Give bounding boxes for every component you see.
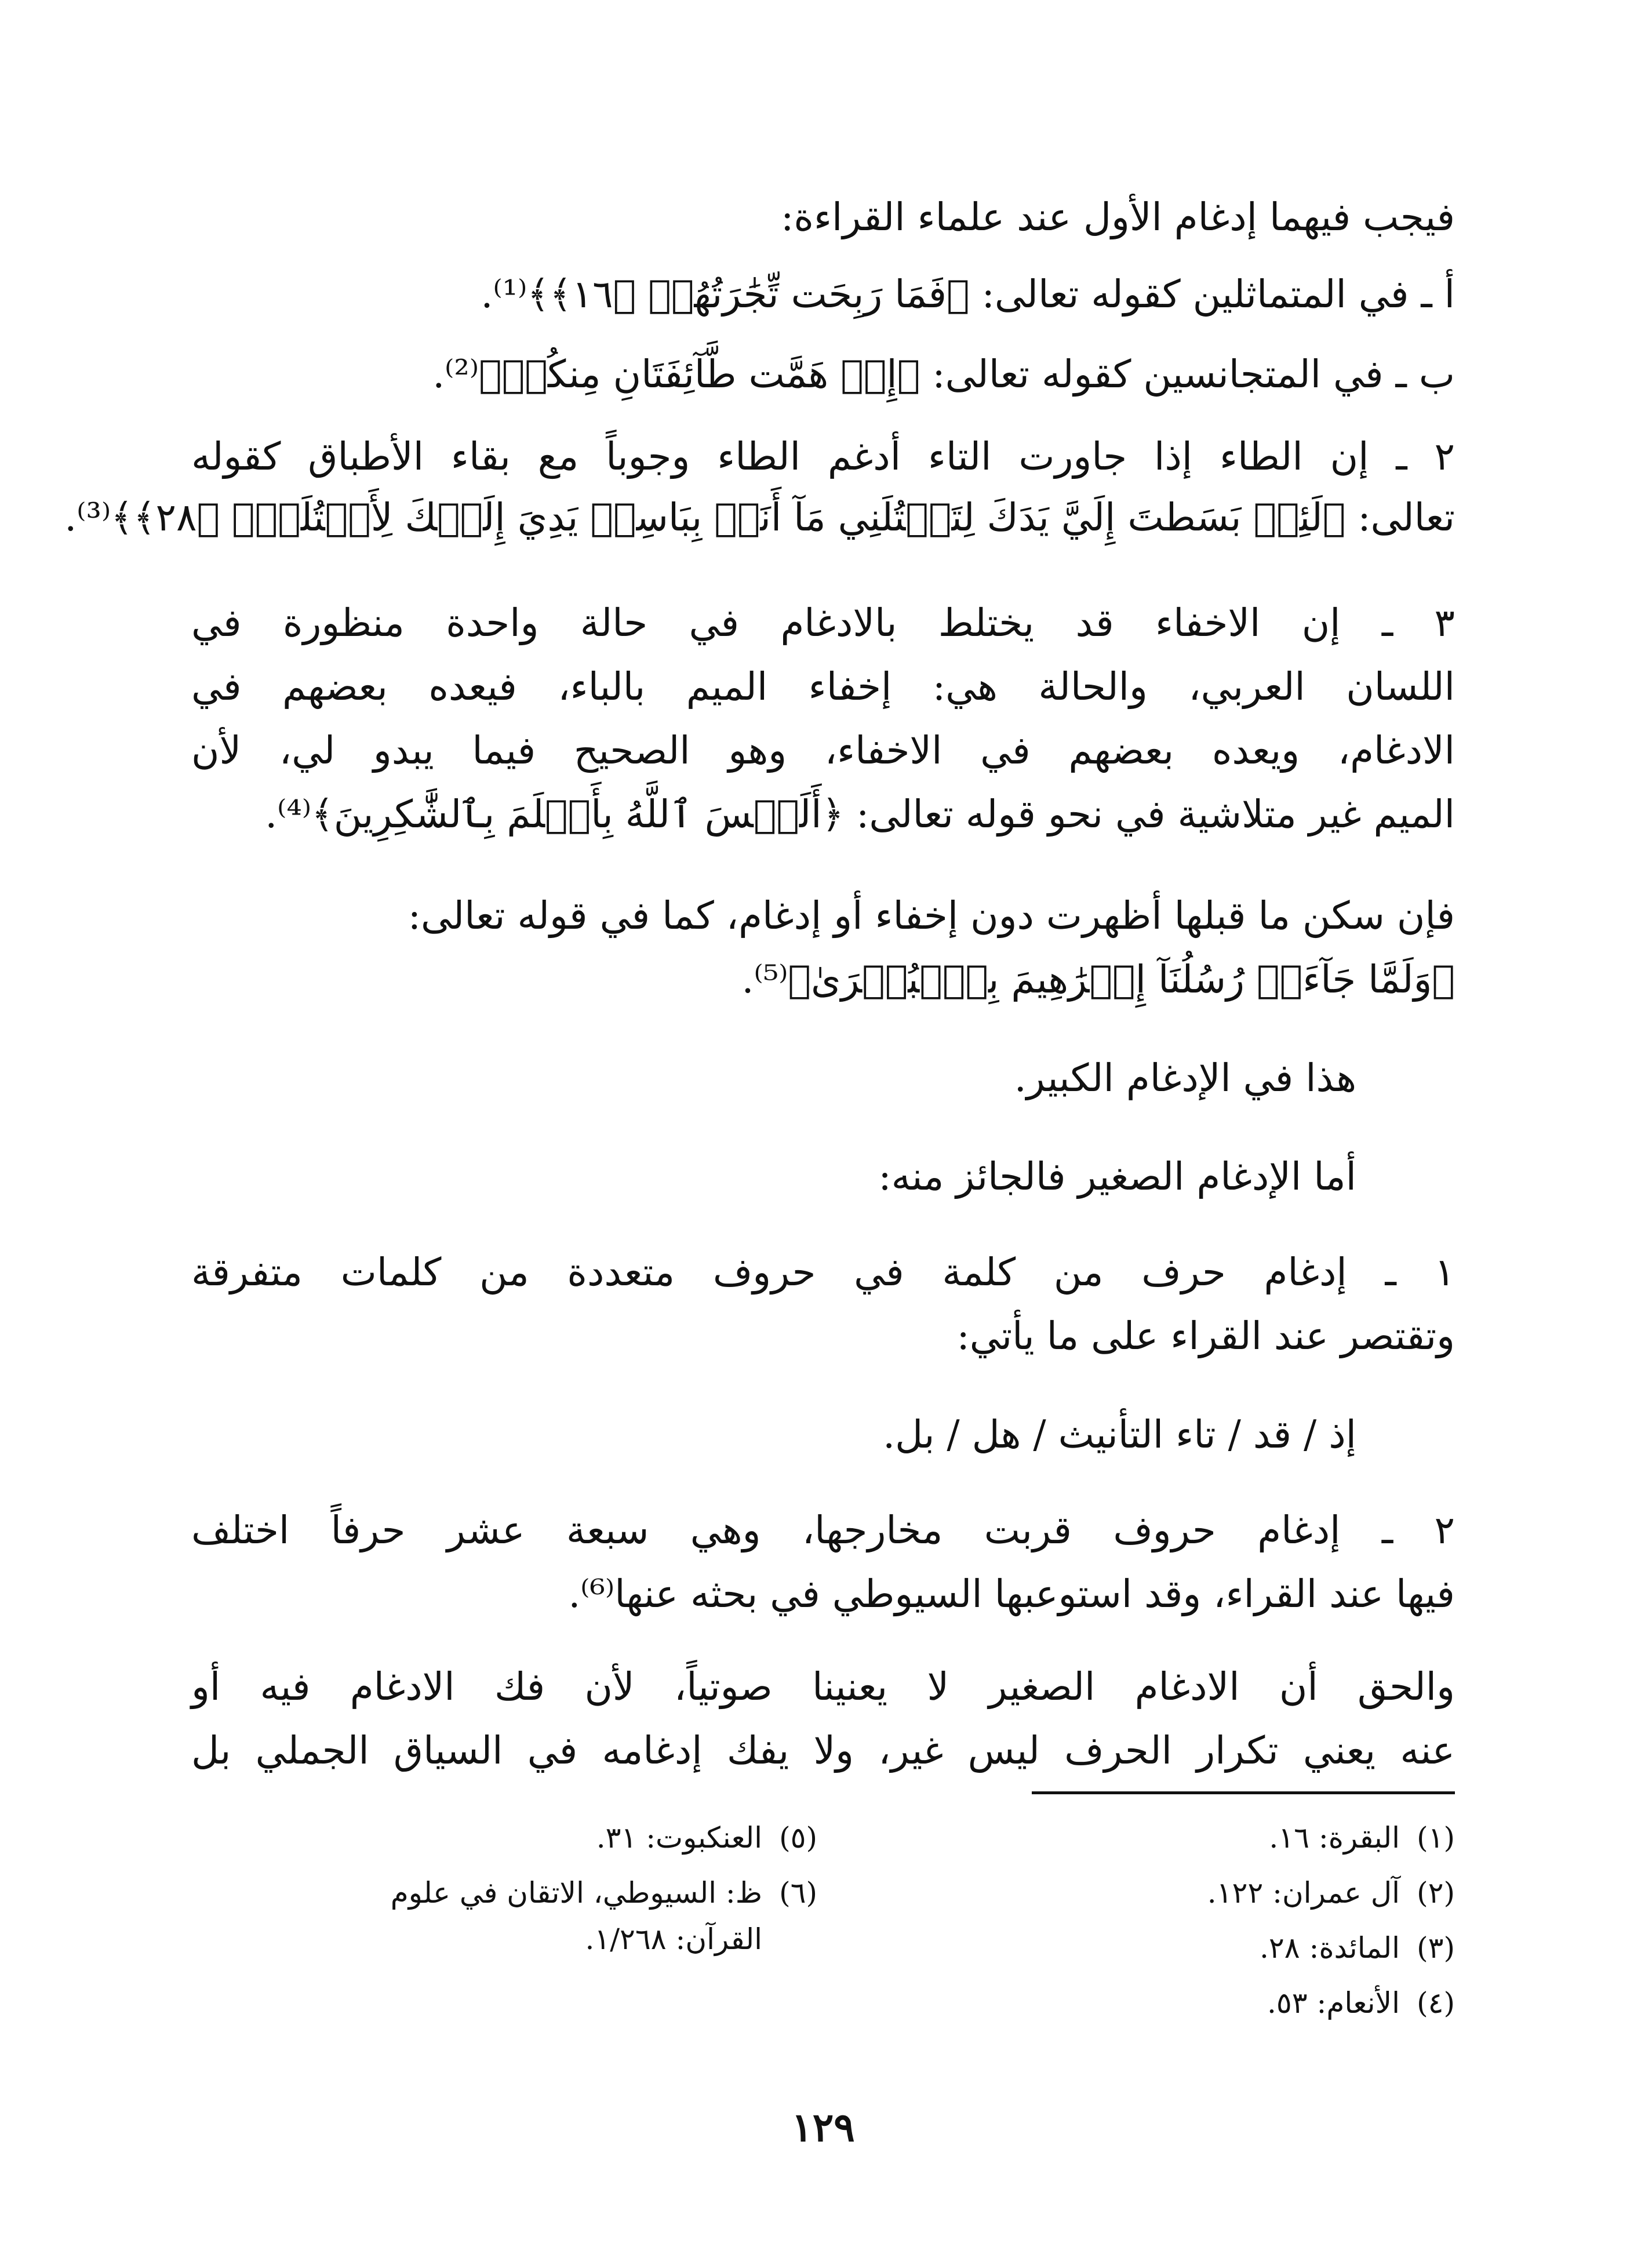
- footnote-continuation: القرآن: ١/٢٦٨.: [585, 1922, 762, 1956]
- body-line: الادغام، ويعده بعضهم في الاخفاء، وهو الصحيح فيما يبدو لي، لأن: [191, 728, 1455, 773]
- body-line: ﴿وَلَمَّا جَآءَتۡ رُسُلُنَآ إِبۡرَٰهِيمَ بِٱلۡبُشۡرَىٰ﴾⁽⁵⁾.: [741, 957, 1455, 1002]
- footnote-text: المائدة: ٢٨.: [1260, 1931, 1400, 1965]
- footnote-number: (٢): [1417, 1876, 1455, 1910]
- footnote-text: الأنعام: ٥٣.: [1267, 1986, 1400, 2020]
- footnote-number: (١): [1417, 1821, 1455, 1855]
- footnote-item: [391, 1870, 817, 1916]
- footnote-text: ظ: السيوطي، الاتقان في علوم: [390, 1876, 762, 1910]
- body-line: أ ـ في المتماثلين كقوله تعالى: ﴿فَمَا رَبِحَت تِّجَٰرَتُهُمۡ ﴿١٦﴾﴾⁽¹⁾.: [481, 272, 1455, 317]
- page-number: ١٢٩: [791, 2104, 855, 2151]
- footnote-item: [1260, 1925, 1455, 1971]
- footnote-number: (٦): [779, 1876, 817, 1910]
- body-line: والحق أن الادغام الصغير لا يعنينا صوتياً، لأن فك الادغام فيه أو: [191, 1664, 1455, 1709]
- body-line: ٢ ـ إدغام حروف قربت مخارجها، وهي سبعة عشر حرفاً اختلف: [191, 1508, 1455, 1553]
- body-line: إذ / قد / تاء التأنيث / هل / بل.: [883, 1412, 1356, 1457]
- body-line: عنه يعني تكرار الحرف ليس غير، ولا يفك إدغامه في السياق الجملي بل: [191, 1728, 1455, 1773]
- footnote-text: البقرة: ١٦.: [1269, 1821, 1400, 1855]
- body-line: فيها عند القراء، وقد استوعبها السيوطي في بحثه عنها⁽⁶⁾.: [568, 1572, 1455, 1616]
- footnote-number: (٣): [1417, 1931, 1455, 1965]
- body-line: فيجب فيهما إدغام الأول عند علماء القراءة:: [781, 195, 1455, 239]
- footnote-item: [1267, 1980, 1455, 2026]
- body-line: أما الإدغام الصغير فالجائز منه:: [878, 1154, 1356, 1199]
- body-line: الميم غير متلاشية في نحو قوله تعالى: ﴿أَلَيۡسَ ٱللَّهُ بِأَعۡلَمَ بِٱلشَّٰكِرِينَ﴾⁽⁴⁾.: [265, 792, 1455, 837]
- footnote-item: [1207, 1870, 1455, 1916]
- footnote-item: [596, 1815, 817, 1861]
- footnote-number: (٤): [1417, 1986, 1455, 2020]
- body-line: فإن سكن ما قبلها أظهرت دون إخفاء أو إدغام، كما في قوله تعالى:: [407, 893, 1455, 938]
- body-line: تعالى: ﴿لَئِنۢ بَسَطتَ إِلَيَّ يَدَكَ لِتَقۡتُلَنِي مَآ أَنَا۠ بِبَاسِطٖ يَدِيَ إِلَيۡكَ لِأَقۡتُلَكَۖ ﴿٢٨﴾﴾⁽³⁾.: [64, 495, 1455, 540]
- body-line: هذا في الإدغام الكبير.: [1014, 1056, 1356, 1100]
- body-line: ٣ ـ إن الاخفاء قد يختلط بالادغام في حالة واحدة منظورة في: [191, 601, 1455, 645]
- body-line: وتقتصر عند القراء على ما يأتي:: [956, 1314, 1455, 1358]
- body-line: ب ـ في المتجانسين كقوله تعالى: ﴿إِذۡ هَمَّت طَّآئِفَتَانِ مِنكُمۡ﴾⁽²⁾.: [432, 352, 1455, 397]
- footnote-text: العنكبوت: ٣١.: [596, 1821, 762, 1855]
- footnote-divider: [1032, 1791, 1455, 1794]
- body-line: ١ ـ إدغام حرف من كلمة في حروف متعددة من كلمات متفرقة: [191, 1250, 1455, 1295]
- footnote-number: (٥): [779, 1821, 817, 1855]
- body-line: ٢ ـ إن الطاء إذا جاورت التاء أدغم الطاء وجوباً مع بقاء الأطباق كقوله: [191, 434, 1455, 479]
- body-line: اللسان العربي، والحالة هي: إخفاء الميم بالباء، فيعده بعضهم في: [191, 664, 1455, 709]
- footnote-item: [1269, 1815, 1455, 1861]
- footnote-text: آل عمران: ١٢٢.: [1207, 1876, 1400, 1910]
- book-page: [64, 191, 1455, 2186]
